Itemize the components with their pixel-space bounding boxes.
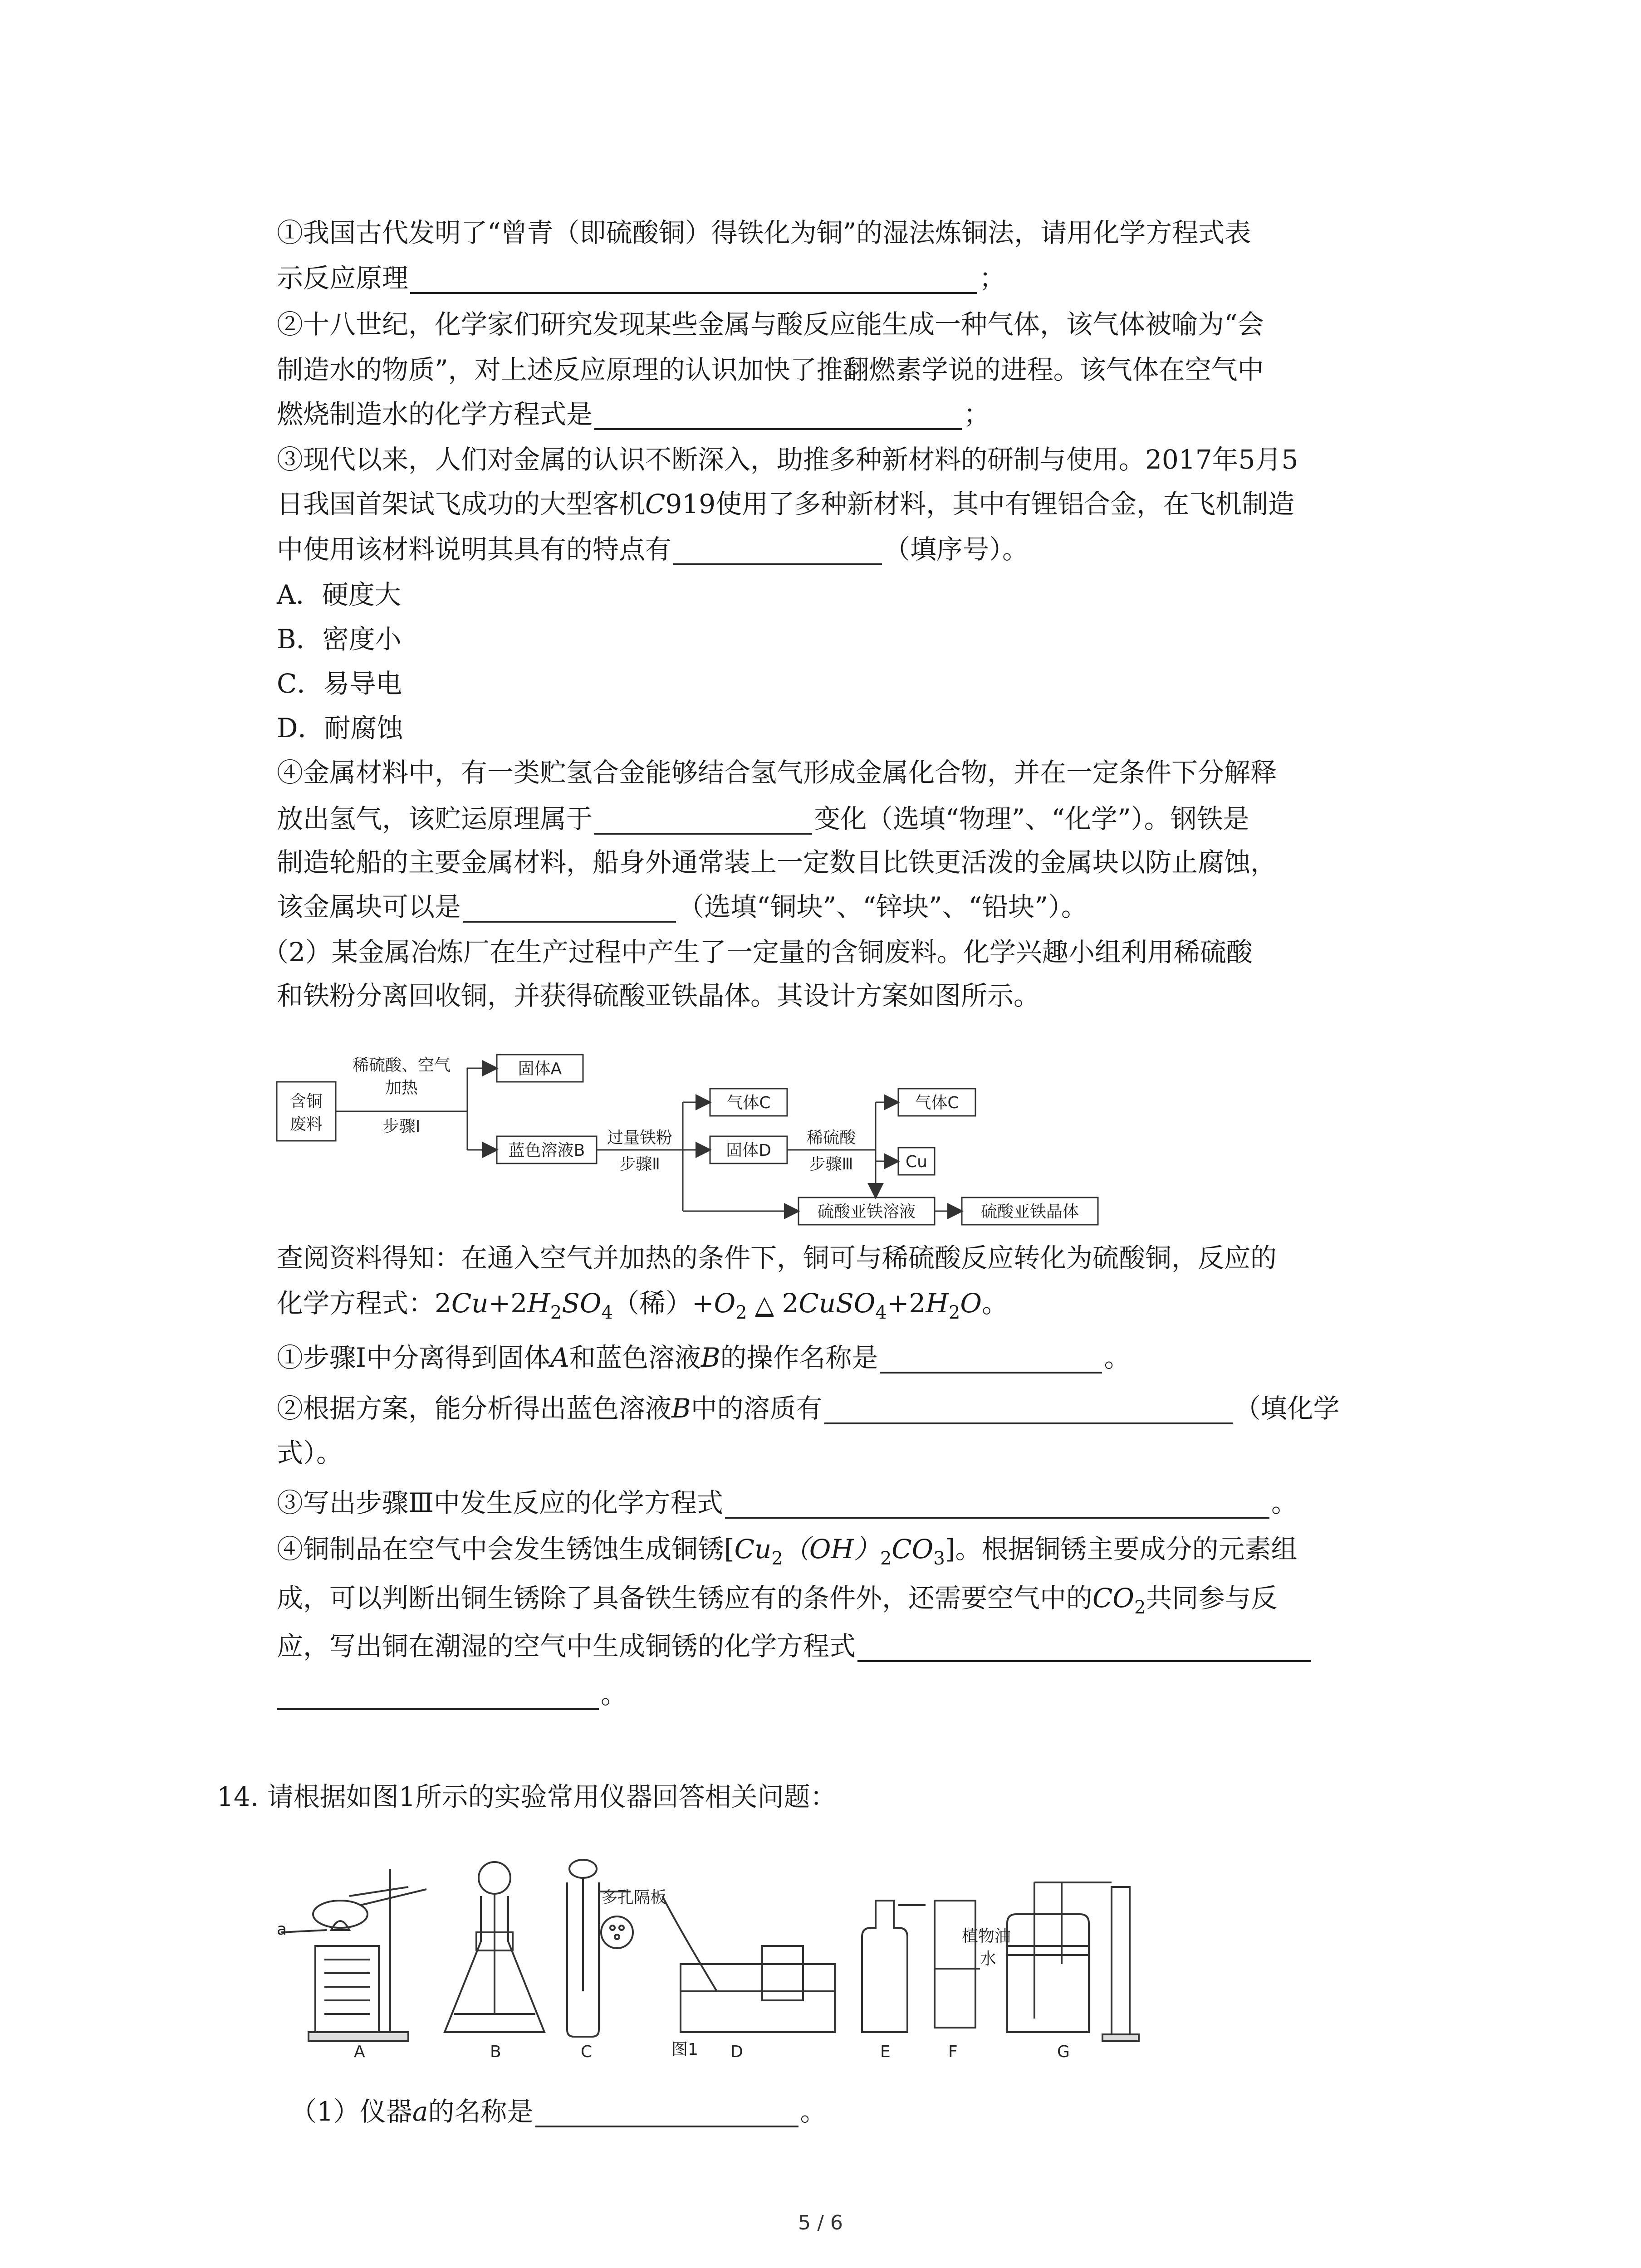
option-c: C．易导电 <box>277 668 402 699</box>
answer-blank-9[interactable] <box>857 1633 1311 1662</box>
q13-part2-line1: （2）某金属冶炼厂在生产过程中产生了一定量的含铜废料。化学兴趣小组利用稀硫酸 <box>262 937 1253 968</box>
flow-feso4-solution: 硫酸亚铁溶液 <box>817 1202 916 1221</box>
apparatus-C: C <box>581 2043 593 2059</box>
sub-q2: ②根据方案，能分析得出蓝色溶液B中的溶质有 （填化学 <box>277 1393 1340 1424</box>
flow-step3-label: 步骤Ⅲ <box>809 1155 853 1173</box>
q14-sub1: （1）仪器a的名称是 。 <box>290 2096 827 2127</box>
apparatus-E: E <box>880 2043 891 2059</box>
sub-q1: ①步骤Ⅰ中分离得到固体A和蓝色溶液B的操作名称是 。 <box>277 1342 1131 1373</box>
apparatus-B: B <box>490 2043 501 2059</box>
answer-blank-8[interactable] <box>725 1490 1269 1519</box>
flow-waste-1: 含铜 <box>289 1092 323 1111</box>
q13-p4-line3: 制造轮船的主要金属材料，船身外通常装上一定数目比铁更活泼的金属块以防止腐蚀， <box>277 847 1277 878</box>
sub-q3: ③写出步骤Ⅲ中发生反应的化学方程式 。 <box>277 1487 1298 1518</box>
q13-p3-line3: 中使用该材料说明其具有的特点有 （填序号）。 <box>277 534 1029 565</box>
q13-p1-line2: 示反应原理 ； <box>277 263 1006 293</box>
flow-step2-label: 步骤Ⅱ <box>619 1155 660 1173</box>
q13-p4-line4: 该金属块可以是 （选填“铜块”、“锌块”、“铅块”）。 <box>277 891 1087 922</box>
apparatus-G: G <box>1057 2043 1070 2059</box>
answer-blank-4[interactable] <box>594 806 812 835</box>
process-flow-diagram <box>272 1048 1161 1238</box>
q13-p3-line2: 日我国首架试飞成功的大型客机C919使用了多种新材料，其中有锂铝合金，在飞机制造 <box>277 489 1295 519</box>
answer-blank-5[interactable] <box>463 894 676 923</box>
q13-p4-line1: ④金属材料中，有一类贮氢合金能够结合氢气形成金属化合物，并在一定条件下分解释 <box>277 757 1277 788</box>
answer-blank-3[interactable] <box>673 536 882 565</box>
flow-step1-reagent: 稀硫酸、空气 <box>352 1056 451 1075</box>
flow-solid-a: 固体A <box>518 1060 562 1078</box>
answer-blank-1[interactable] <box>410 265 977 294</box>
q13-p2-line2: 制造水的物质”，对上述反应原理的认识加快了推翻燃素学说的进程。该气体在空气中 <box>277 354 1264 385</box>
flow-solid-d: 固体D <box>726 1141 771 1160</box>
flow-waste-2: 废料 <box>289 1115 323 1134</box>
sub-q4-line1: ④铜制品在空气中会发生锈蚀生成铜锈$[Cu_2(OH)_2CO_3]$。根据铜锈主要成分的元素组 <box>277 1534 1298 1569</box>
flow-gas-c-2: 气体C <box>915 1094 959 1112</box>
q13-p2-line3: 燃烧制造水的化学方程式是 ； <box>277 399 990 430</box>
flow-gas-c-1: 气体C <box>726 1094 771 1112</box>
answer-blank-7[interactable] <box>824 1395 1233 1424</box>
ref-line2: 化学方程式：$2Cu+2H_2SO_4$（稀）$+O_2$ △ $2CuSO_4+2H_2O$。 <box>277 1288 1008 1323</box>
answer-blank-6[interactable] <box>880 1344 1102 1374</box>
flow-cu: Cu <box>906 1153 927 1171</box>
answer-blank-11[interactable] <box>535 2098 798 2127</box>
q13-p1-line1: ①我国古代发明了“曾青（即硫酸铜）得铁化为铜”的湿法炼铜法，请用化学方程式表 <box>277 217 1251 248</box>
flow-step1-heat: 加热 <box>385 1079 418 1097</box>
q13-p1-text: 示反应原理 <box>277 263 409 293</box>
apparatus-F: F <box>948 2043 958 2059</box>
option-b: B．密度小 <box>277 624 402 655</box>
sub-q2-cont: 式）。 <box>277 1437 343 1468</box>
sub-q4-line4: 。 <box>277 1678 627 1710</box>
answer-blank-2[interactable] <box>594 401 962 430</box>
apparatus-figure <box>272 1855 1180 2059</box>
sub-q4-line2: 成，可以判断出铜生锈除了具备铁生锈应有的条件外，还需要空气中的$CO_2$共同参与反 <box>277 1583 1278 1618</box>
q13-p4-line2: 放出氢气，该贮运原理属于 变化（选填“物理”、“化学”）。钢铁是 <box>277 803 1249 834</box>
flow-step3-reagent: 稀硫酸 <box>806 1129 856 1147</box>
label-water: 水 <box>980 1950 997 1968</box>
flow-feso4-crystal: 硫酸亚铁晶体 <box>980 1202 1079 1221</box>
sub-q4-line3: 应，写出铜在潮湿的空气中生成铜锈的化学方程式 <box>277 1630 1313 1662</box>
figure-caption: 图1 <box>671 2040 698 2059</box>
apparatus-A: A <box>354 2043 365 2059</box>
q13-p3-line1: ③现代以来，人们对金属的认识不断深入，助推多种新材料的研制与使用。2017年5月5 <box>277 444 1298 475</box>
ref-line1: 查阅资料得知：在通入空气并加热的条件下，铜可与稀硫酸反应转化为硫酸铜，反应的 <box>277 1242 1277 1273</box>
q13-part2-line2: 和铁粉分离回收铜，并获得硫酸亚铁晶体。其设计方案如图所示。 <box>277 980 1040 1011</box>
label-porous-plate: 多孔隔板 <box>601 1888 667 1907</box>
option-a: A．硬度大 <box>277 579 401 610</box>
q13-p2-line1: ②十八世纪，化学家们研究发现某些金属与酸反应能生成一种气体，该气体被喻为“会 <box>277 309 1264 340</box>
answer-blank-10[interactable] <box>277 1681 599 1710</box>
q14-stem: 14. 请根据如图1所示的实验常用仪器回答相关问题： <box>217 1781 837 1812</box>
apparatus-D: D <box>730 2043 743 2059</box>
q14-number: 14. <box>217 1781 259 1812</box>
flow-blue-b: 蓝色溶液B <box>508 1141 585 1160</box>
apparatus-label-a: a <box>277 1920 287 1939</box>
flow-step1-label: 步骤Ⅰ <box>382 1117 421 1136</box>
option-d: D．耐腐蚀 <box>277 713 403 743</box>
flow-step2-reagent: 过量铁粉 <box>607 1129 673 1147</box>
page-number: 5 / 6 <box>798 2211 843 2234</box>
heat-condition: △ <box>755 1291 774 1318</box>
label-vegetable-oil: 植物油 <box>962 1927 1011 1945</box>
